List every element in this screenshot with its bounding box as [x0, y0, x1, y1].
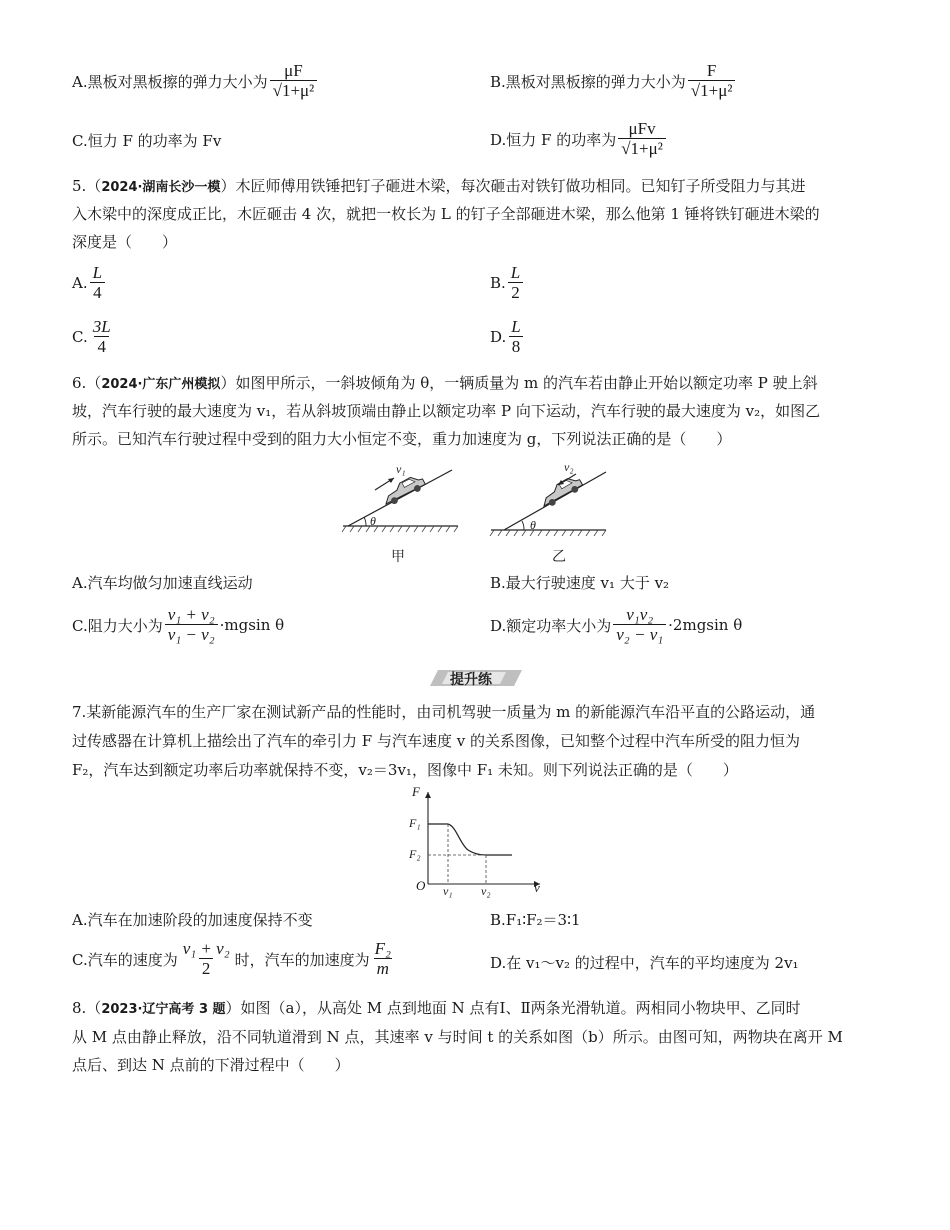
q6-close-paren: ） [220, 374, 236, 392]
q7-graph-origin-label: O [416, 878, 426, 893]
q4-option-c [72, 130, 221, 151]
q4-option-c-label: C.恒力 F 的功率为 Fv [72, 132, 222, 150]
q5-option-c-label: C. [72, 328, 88, 346]
q6-option-d [490, 606, 742, 644]
q7-graph-f2-label: F₂ [409, 847, 421, 861]
q7-option-b: B.F₁∶F₂＝3∶1 [490, 911, 581, 929]
q7-option-d: D.在 v₁～v₂ 的过程中，汽车的平均速度为 2v₁ [490, 954, 799, 972]
q5-option-a [72, 264, 107, 302]
q5-stem-line-3: 深度是（ ） [72, 233, 178, 251]
q7-stem-line-1: 7.某新能源汽车的生产厂家在测试新产品的性能时，由司机驾驶一质量为 m 的新能源汽车沿平直的公路运动，通 [72, 703, 816, 721]
section-banner [430, 668, 522, 688]
q6-option-a: A.汽车均做匀加速直线运动 [72, 574, 253, 592]
q6-fig-theta-left: θ [370, 514, 376, 528]
q5-option-a-label: A. [72, 274, 88, 292]
q8-stem-line-1 [72, 994, 801, 1024]
q7-option-c-numerator-1: v₁ + v₂ [182, 939, 230, 958]
q5-option-d-fraction [508, 318, 523, 356]
q7-option-c-fraction-2 [372, 940, 394, 978]
q5-option-b-fraction [508, 264, 523, 302]
q6-text-1: 如图甲所示，一斜坡倾角为 θ，一辆质量为 m 的汽车若由静止开始以额定功率 P 驶上斜 [235, 374, 818, 392]
q6-number: 6.（ [72, 374, 102, 392]
q7-graph-y-label: F [412, 784, 420, 799]
q4-option-a [72, 62, 319, 100]
q6-figure-right [488, 460, 613, 565]
q6-option-d-tail: ·2mgsin θ [668, 616, 743, 634]
q7-option-c-middle: 时，汽车的加速度为 [234, 950, 370, 969]
q6-slope-diagram-right [488, 460, 613, 540]
q7-option-c-numerator-2: F₂ [374, 939, 391, 958]
q5-option-b-label: B. [490, 274, 506, 292]
q4-option-b-label: B.黑板对黑板擦的弹力大小为 [490, 72, 686, 91]
q5-option-a-numerator: L [92, 263, 103, 282]
q7-option-a: A.汽车在加速阶段的加速度保持不变 [72, 911, 313, 929]
q4-option-d [490, 120, 668, 158]
q6-stem-line-1 [72, 369, 818, 399]
q4-option-a-denominator: √1+μ² [270, 80, 318, 100]
q5-option-b-denominator: 2 [508, 282, 523, 302]
q5-option-b-numerator: L [510, 263, 521, 282]
q7-force-velocity-graph [404, 784, 554, 898]
q8-close-paren: ） [225, 999, 241, 1017]
q7-stem-line-2: 过传感器在计算机上描绘出了汽车的牵引力 F 与汽车速度 v 的关系图像，已知整个过程中汽车所受的阻力恒为 [72, 732, 800, 750]
q5-option-c [72, 318, 116, 356]
q6-option-c-numerator: v₁ + v₂ [167, 605, 215, 624]
q6-stem-line-3: 所示。已知汽车行驶过程中受到的阻力大小恒定不变，重力加速度为 g，下列说法正确的是（ ） [72, 430, 732, 448]
q6-option-b: B.最大行驶速度 v₁ 大于 v₂ [490, 574, 670, 592]
q8-stem-line-3: 点后、到达 N 点前的下滑过程中（ ） [72, 1056, 350, 1074]
q5-option-a-denominator: 4 [90, 282, 105, 302]
q5-option-c-numerator: 3L [92, 317, 111, 336]
q7-graph-x-label: v [534, 880, 540, 895]
q7-graph-f1-label: F₁ [409, 816, 421, 830]
section-banner-label: 提升练 [450, 672, 492, 688]
q7-graph-svg [404, 784, 554, 894]
q5-stem-line-2: 入木梁中的深度成正比，木匠砸击 4 次，就把一枚长为 L 的钉子全部砸进木梁，那么他第 1 锤将铁钉砸进木梁的 [72, 205, 820, 223]
q4-option-d-fraction [618, 120, 666, 158]
q4-option-b [490, 62, 737, 100]
q5-option-c-denominator: 4 [94, 336, 109, 356]
q6-fig-v1-label: v₁ [396, 462, 406, 476]
q5-option-d-label: D. [490, 328, 507, 346]
q4-option-d-denominator: √1+μ² [618, 138, 666, 158]
q4-option-b-numerator: F [706, 61, 717, 80]
q5-option-d-numerator: L [511, 317, 521, 336]
q8-source-tag: 2023·辽宁高考 3 题 [101, 1002, 226, 1017]
q6-option-d-denominator: v₂ − v₁ [613, 624, 666, 644]
q6-figure-left [340, 460, 465, 565]
q7-option-c [72, 940, 396, 978]
q6-fig-theta-right: θ [530, 518, 536, 532]
q5-stem-line-1 [72, 172, 805, 202]
q4-option-d-label: D.恒力 F 的功率为 [490, 130, 617, 149]
q5-option-d [490, 318, 526, 356]
q6-option-c-label: C.阻力大小为 [72, 616, 163, 635]
q4-option-a-label: A.黑板对黑板擦的弹力大小为 [72, 72, 268, 91]
q5-text-1: 木匠师傅用铁锤把钉子砸进木梁，每次砸击对铁钉做功相同。已知钉子所受阻力与其进 [235, 177, 806, 195]
q7-option-c-fraction-1 [180, 940, 233, 978]
q6-option-c [72, 606, 284, 644]
q6-fig-v2-label: v₂ [564, 460, 574, 474]
q4-option-b-denominator: √1+μ² [688, 80, 736, 100]
q4-option-d-numerator: μFv [628, 119, 656, 138]
q5-option-c-fraction [90, 318, 114, 356]
q7-stem-line-3: F₂，汽车达到额定功率后功率就保持不变，v₂＝3v₁，图像中 F₁ 未知。则下列说法正确的是（ ） [72, 761, 738, 779]
q6-fig-caption-left: 甲 [391, 549, 405, 565]
q6-option-c-fraction [165, 606, 218, 644]
q4-option-b-fraction [688, 62, 736, 100]
q6-option-c-denominator: v₁ − v₂ [165, 624, 218, 644]
q6-fig-caption-right: 乙 [552, 549, 566, 565]
q5-option-d-denominator: 8 [509, 336, 524, 356]
q5-number: 5.（ [72, 177, 102, 195]
q5-source-tag: 2024·湖南长沙一模 [101, 180, 221, 195]
q4-option-a-fraction [270, 62, 318, 100]
q7-option-c-denominator-2: m [374, 958, 392, 978]
q7-graph-v1-label: v₁ [443, 884, 453, 898]
q4-option-a-numerator: μF [284, 61, 303, 80]
q7-graph-v2-label: v₂ [481, 884, 491, 898]
q5-option-b [490, 264, 525, 302]
q6-option-d-numerator: v₁v₂ [626, 605, 654, 624]
q8-stem-line-2: 从 M 点由静止释放，沿不同轨道滑到 N 点，其速率 v 与时间 t 的关系如图（b）所示。由图可知，两物块在离开 M [72, 1028, 843, 1046]
q5-close-paren: ） [220, 177, 236, 195]
q8-text-1: 如图（a），从高处 M 点到地面 N 点有Ⅰ、Ⅱ两条光滑轨道。两相同小物块甲、乙同时 [240, 999, 801, 1017]
q6-stem-line-2: 坡，汽车行驶的最大速度为 v₁，若从斜坡顶端由静止以额定功率 P 向下运动，汽车行驶的最大速度为 v₂，如图乙 [72, 402, 821, 420]
q8-number: 8.（ [72, 999, 102, 1017]
q7-option-c-label: C.汽车的速度为 [72, 950, 178, 969]
q6-option-d-fraction [613, 606, 666, 644]
q7-option-c-denominator-1: 2 [199, 958, 214, 978]
q5-option-a-fraction [90, 264, 105, 302]
q6-option-c-tail: ·mgsin θ [219, 616, 285, 634]
q6-source-tag: 2024·广东广州模拟 [101, 377, 221, 392]
q6-option-d-label: D.额定功率大小为 [490, 616, 612, 635]
